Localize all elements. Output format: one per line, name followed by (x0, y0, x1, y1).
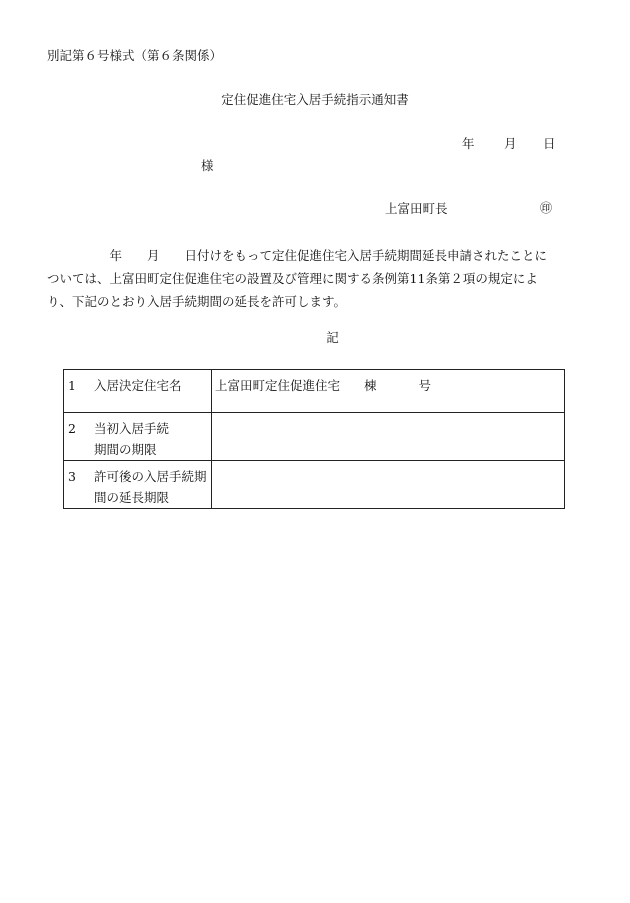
row-label-line2: 期間の期限 (94, 442, 157, 457)
table-row (64, 370, 565, 413)
row-label: 入居決定住宅名 (94, 378, 182, 393)
body-paragraph (47, 244, 583, 313)
building-unit: 棟 (364, 378, 377, 393)
row-value-cell (212, 413, 565, 461)
row-label-line1: 当初入居手続 (94, 421, 170, 436)
table-row (64, 461, 565, 509)
row-number: 2 (68, 421, 76, 436)
date-year-label: 年 (462, 136, 475, 151)
date-day-label: 日 (543, 136, 556, 151)
form-label: 別記第６号様式（第６条関係） (47, 48, 223, 63)
row-number: 1 (68, 378, 76, 393)
row-number: 3 (68, 469, 76, 484)
room-unit: 号 (418, 378, 432, 393)
row-label-cell (64, 370, 212, 413)
issuer-name: 上富田町長 (385, 201, 448, 216)
recipient-suffix: 様 (201, 158, 214, 173)
housing-name: 上富田町定住促進住宅 (215, 378, 341, 393)
row-label-cell (64, 461, 212, 509)
body-line: ついては、上富田町定住促進住宅の設置及び管理に関する条例第11条第２項の規定によ (47, 271, 538, 286)
row-label-line2: 間の延長期限 (94, 490, 170, 505)
row-label-cell (64, 413, 212, 461)
details-table (63, 369, 565, 509)
date-month-label: 月 (504, 136, 517, 151)
table-row (64, 413, 565, 461)
ki-heading: 記 (326, 330, 339, 345)
row-label-line1: 許可後の入居手続期 (94, 469, 207, 484)
row-value-cell (212, 461, 565, 509)
row-value-cell (212, 370, 565, 413)
document-title: 定住促進住宅入居手続指示通知書 (221, 92, 409, 107)
body-line: り、下記のとおり入居手続期間の延長を許可します。 (47, 294, 347, 309)
seal-mark: ㊞ (540, 201, 553, 215)
body-line: 年 月 日付けをもって定住促進住宅入居手続期間延長申請されたことに (47, 248, 548, 263)
